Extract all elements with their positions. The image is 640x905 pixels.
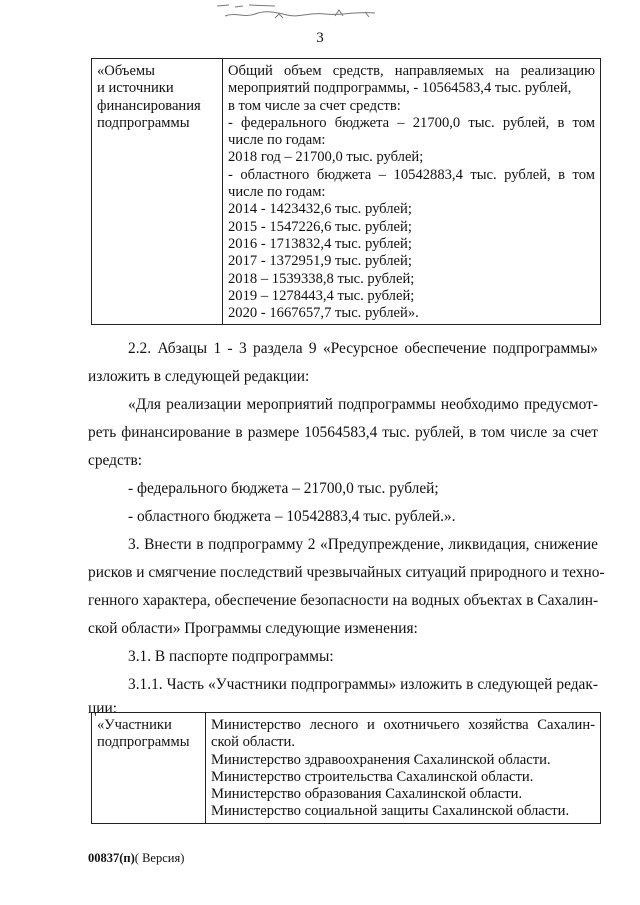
content-line: мероприятий подпрограммы, - 10564583,4 тыс. рублей,	[228, 80, 572, 97]
participants-table	[91, 712, 601, 824]
content-line: Министерство лесного и охотничьего хозяйства Сахалин-	[211, 717, 595, 733]
funding-table	[91, 58, 601, 325]
paragraph-line: реть финансирование в размере 10564583,4 тыс. рублей, в том числе за счет	[88, 424, 598, 441]
paragraph-line: - областного бюджета – 10542883,4 тыс. рублей.».	[128, 508, 456, 525]
content-line: - областного бюджета – 10542883,4 тыс. рублей, в том	[228, 166, 595, 183]
content-line: 2015 - 1547226,6 тыс. рублей;	[228, 218, 412, 235]
content-line: 2020 - 1667657,7 тыс. рублей».	[228, 305, 419, 322]
paragraph-line: рисков и смягчение последствий чрезвычайных ситуаций природного и техно-	[88, 564, 605, 581]
paragraph-line: изложить в следующей редакции:	[88, 368, 310, 385]
content-line: 2016 - 1713832,4 тыс. рублей;	[228, 235, 412, 252]
participants-content-cell	[206, 713, 601, 824]
paragraph-line: - федерального бюджета – 21700,0 тыс. рублей;	[128, 480, 439, 497]
content-line: 2014 - 1423432,6 тыс. рублей;	[228, 201, 412, 218]
label-line: подпрограммы	[97, 734, 190, 751]
paragraph-line: 3. Внести в подпрограмму 2 «Предупреждение, ликвидация, снижение	[128, 536, 598, 553]
content-line: Министерство здравоохранения Сахалинской области.	[211, 751, 551, 768]
table-row	[92, 713, 601, 824]
content-line: 2018 год – 21700,0 тыс. рублей;	[228, 149, 424, 166]
scan-noise-mark	[215, 0, 395, 22]
paragraph-line: 3.1.1. Часть «Участники подпрограммы» изложить в следующей редак-	[128, 676, 598, 693]
content-line: ской области.	[211, 734, 296, 751]
paragraph-line: «Для реализации мероприятий подпрограммы необходимо предусмот-	[128, 396, 598, 413]
content-line: 2019 – 1278443,4 тыс. рублей;	[228, 287, 415, 304]
table-row	[92, 59, 601, 325]
content-line: Министерство образования Сахалинской области.	[211, 786, 523, 803]
label-line: «Участники	[97, 717, 172, 733]
document-code: 00837(п)	[88, 851, 135, 865]
paragraph-line: генного характера, обеспечение безопасности на водных объектах в Сахалин-	[88, 592, 599, 609]
content-line: 2018 – 1539338,8 тыс. рублей;	[228, 270, 415, 287]
paragraph-line: 2.2. Абзацы 1 - 3 раздела 9 «Ресурсное обеспечение подпрограммы»	[128, 340, 598, 357]
funding-content-cell	[223, 59, 601, 325]
label-line: «Объемы	[97, 63, 155, 79]
paragraph-line: 3.1. В паспорте подпрограммы:	[128, 648, 334, 665]
paragraph-line: ской области» Программы следующие изменения:	[88, 620, 418, 637]
content-line: числе по годам:	[228, 132, 326, 149]
content-line: числе по годам:	[228, 184, 326, 201]
content-line: Министерство социальной защиты Сахалинской области.	[211, 803, 570, 820]
label-line: и источники	[97, 80, 174, 97]
paragraph-line: средств:	[88, 452, 143, 469]
content-line: 2017 - 1372951,9 тыс. рублей;	[228, 253, 412, 270]
content-line: Общий объем средств, направляемых на реализацию	[228, 63, 595, 79]
document-footer	[88, 851, 184, 866]
label-line: подпрограммы	[97, 114, 190, 131]
content-line: Министерство строительства Сахалинской области.	[211, 768, 534, 785]
content-line: - федерального бюджета – 21700,0 тыс. рублей, в том	[228, 114, 595, 131]
label-line: финансирования	[97, 97, 201, 114]
funding-label-cell	[92, 59, 223, 325]
document-version: ( Версия)	[134, 851, 185, 865]
paragraph-line: ции:	[88, 700, 117, 717]
participants-label-cell	[92, 713, 206, 824]
page-number: 3	[316, 30, 324, 46]
content-line: в том числе за счет средств:	[228, 97, 401, 114]
